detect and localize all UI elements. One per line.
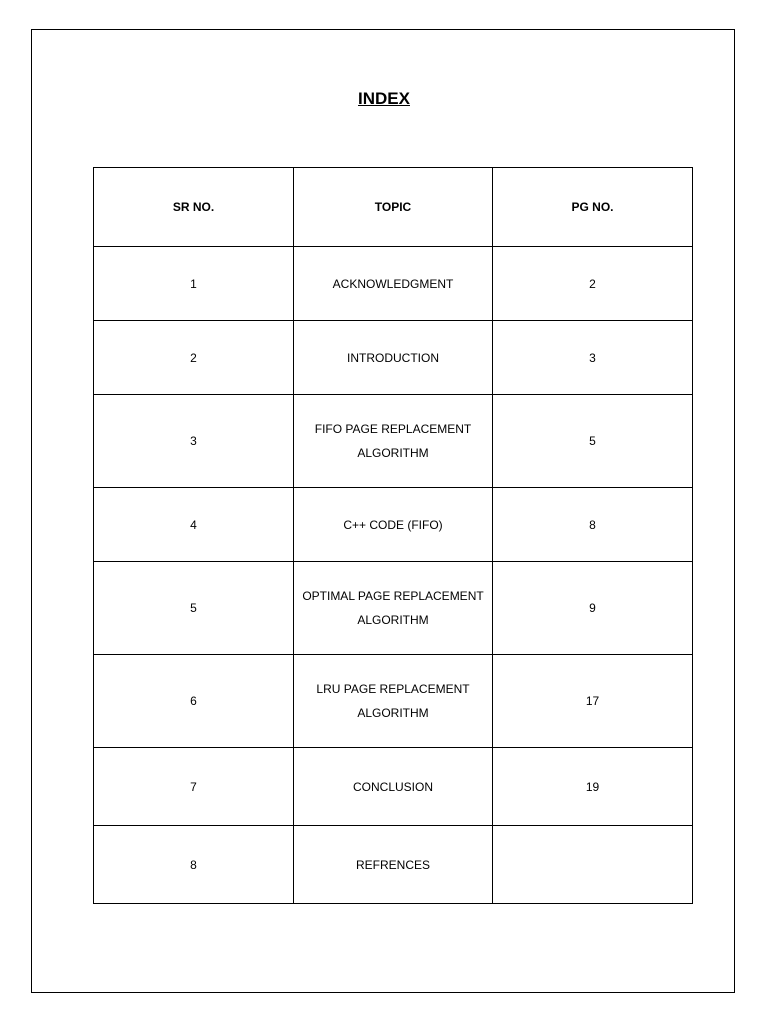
cell-topic: ACKNOWLEDGMENT [294, 247, 493, 321]
cell-topic: LRU PAGE REPLACEMENT ALGORITHM [294, 655, 493, 748]
table-row [94, 321, 693, 395]
table-row [94, 748, 693, 826]
cell-topic: CONCLUSION [294, 748, 493, 826]
cell-sr-no: 4 [94, 488, 294, 562]
cell-pg-no: 19 [493, 748, 693, 826]
cell-topic: INTRODUCTION [294, 321, 493, 395]
cell-sr-no: 2 [94, 321, 294, 395]
table-row [94, 562, 693, 655]
index-table [93, 167, 693, 904]
cell-topic: C++ CODE (FIFO) [294, 488, 493, 562]
cell-pg-no: 2 [493, 247, 693, 321]
cell-sr-no: 3 [94, 395, 294, 488]
page-title: INDEX [358, 89, 410, 108]
cell-pg-no: 5 [493, 395, 693, 488]
table-row [94, 247, 693, 321]
cell-pg-no: 8 [493, 488, 693, 562]
table-header-row [94, 168, 693, 247]
table-row [94, 655, 693, 748]
table-row [94, 488, 693, 562]
header-topic: TOPIC [294, 168, 493, 247]
table-row [94, 395, 693, 488]
cell-sr-no: 8 [94, 826, 294, 904]
cell-topic: REFRENCES [294, 826, 493, 904]
cell-topic: FIFO PAGE REPLACEMENT ALGORITHM [294, 395, 493, 488]
header-pg-no: PG NO. [493, 168, 693, 247]
cell-pg-no [493, 826, 693, 904]
cell-sr-no: 6 [94, 655, 294, 748]
cell-topic: OPTIMAL PAGE REPLACEMENT ALGORITHM [294, 562, 493, 655]
table-row [94, 826, 693, 904]
cell-sr-no: 7 [94, 748, 294, 826]
cell-pg-no: 9 [493, 562, 693, 655]
header-sr-no: SR NO. [94, 168, 294, 247]
cell-sr-no: 5 [94, 562, 294, 655]
cell-sr-no: 1 [94, 247, 294, 321]
cell-pg-no: 3 [493, 321, 693, 395]
cell-pg-no: 17 [493, 655, 693, 748]
